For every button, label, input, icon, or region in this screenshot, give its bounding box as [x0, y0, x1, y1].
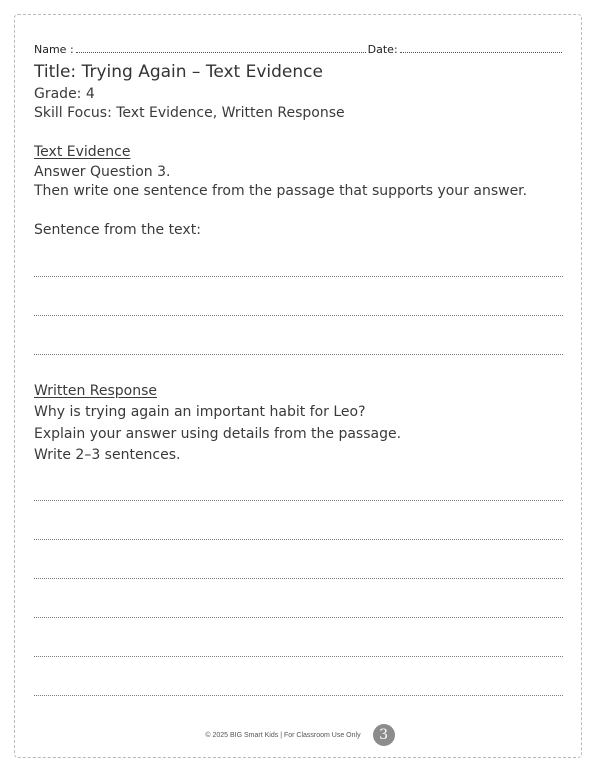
answer-line[interactable] [34, 315, 563, 316]
response-line[interactable] [34, 578, 563, 579]
name-field[interactable] [76, 51, 366, 53]
text-evidence-heading: Text Evidence [34, 144, 131, 160]
response-line[interactable] [34, 617, 563, 618]
answer-line[interactable] [34, 276, 563, 277]
sentence-prompt: Sentence from the text: [34, 222, 201, 238]
written-response-instruction-2: Write 2–3 sentences. [34, 447, 181, 463]
response-line[interactable] [34, 695, 563, 696]
name-date-header [34, 38, 564, 56]
date-label: Date: [367, 43, 398, 56]
text-evidence-instruction-2: Then write one sentence from the passage that supports your answer. [34, 183, 528, 199]
name-label: Name : [34, 43, 74, 56]
response-line[interactable] [34, 539, 563, 540]
date-field[interactable] [400, 51, 562, 53]
page-footer [0, 722, 600, 748]
text-evidence-instruction-1: Answer Question 3. [34, 164, 171, 180]
grade-label: Grade: 4 [34, 86, 95, 102]
answer-line[interactable] [34, 354, 563, 355]
page-number-badge: 3 [373, 724, 395, 746]
skill-focus-label: Skill Focus: Text Evidence, Written Response [34, 105, 345, 121]
written-response-instruction-1: Explain your answer using details from the passage. [34, 426, 402, 442]
copyright-text: © 2025 BIG Smart Kids | For Classroom Use Only [205, 731, 361, 739]
worksheet-title: Title: Trying Again – Text Evidence [34, 62, 323, 82]
written-response-question: Why is trying again an important habit for Leo? [34, 404, 366, 420]
written-response-heading: Written Response [34, 383, 158, 399]
response-line[interactable] [34, 500, 563, 501]
response-line[interactable] [34, 656, 563, 657]
